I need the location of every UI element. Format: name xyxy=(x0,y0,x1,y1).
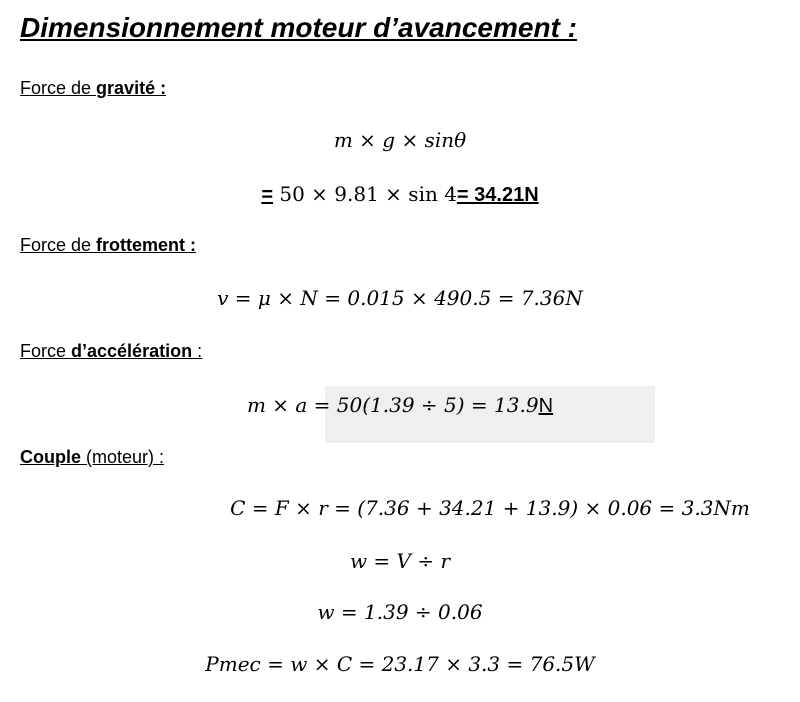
omega-calculation xyxy=(0,600,800,624)
section-acceleration-bold: d’accélération xyxy=(71,341,193,361)
section-frottement-heading xyxy=(20,235,196,256)
omega-formula-text: w = V ÷ r xyxy=(349,549,451,573)
section-acceleration-heading xyxy=(20,341,202,362)
section-couple-suffix: (moteur) : xyxy=(81,447,165,467)
acceleration-equation xyxy=(0,393,800,418)
acceleration-equation-text: m × a = 50(1.39 ÷ 5) = 13.9 xyxy=(246,393,539,417)
pmec-equation xyxy=(0,652,800,676)
section-frottement-prefix: Force de xyxy=(20,235,97,255)
section-acceleration-prefix: Force xyxy=(20,341,72,361)
section-gravite-prefix: Force de xyxy=(20,78,97,98)
frottement-equation-text: v = μ × N = 0.015 × 490.5 = 7.36N xyxy=(217,286,583,310)
pmec-equation-text: Pmec = w × C = 23.17 × 3.3 = 76.5W xyxy=(205,652,595,676)
section-couple-bold: Couple xyxy=(20,447,81,467)
omega-calc-text: w = 1.39 ÷ 0.06 xyxy=(317,600,483,624)
gravite-calc-text: 50 × 9.81 × sin 4 xyxy=(273,182,457,206)
section-frottement-bold: frottement : xyxy=(96,235,197,255)
section-couple-heading xyxy=(20,447,164,468)
omega-formula xyxy=(0,549,800,573)
section-gravite-heading xyxy=(20,78,166,99)
section-gravite-bold: gravité : xyxy=(96,78,167,98)
gravite-result: = 34.21N xyxy=(456,184,539,206)
gravite-calc-prefix: = xyxy=(261,184,274,206)
gravite-formula-text: m × g × sinθ xyxy=(333,128,467,152)
gravite-calculation xyxy=(0,182,800,207)
frottement-equation xyxy=(0,286,800,310)
page-title: Dimensionnement moteur d’avancement : xyxy=(20,12,578,43)
couple-equation-text: C = F × r = (7.36 + 34.21 + 13.9) × 0.06 = 3.3Nm xyxy=(230,496,750,520)
section-acceleration-suffix: : xyxy=(192,341,203,361)
couple-equation xyxy=(90,496,800,520)
gravite-formula xyxy=(0,128,800,152)
acceleration-unit: N xyxy=(538,395,554,417)
